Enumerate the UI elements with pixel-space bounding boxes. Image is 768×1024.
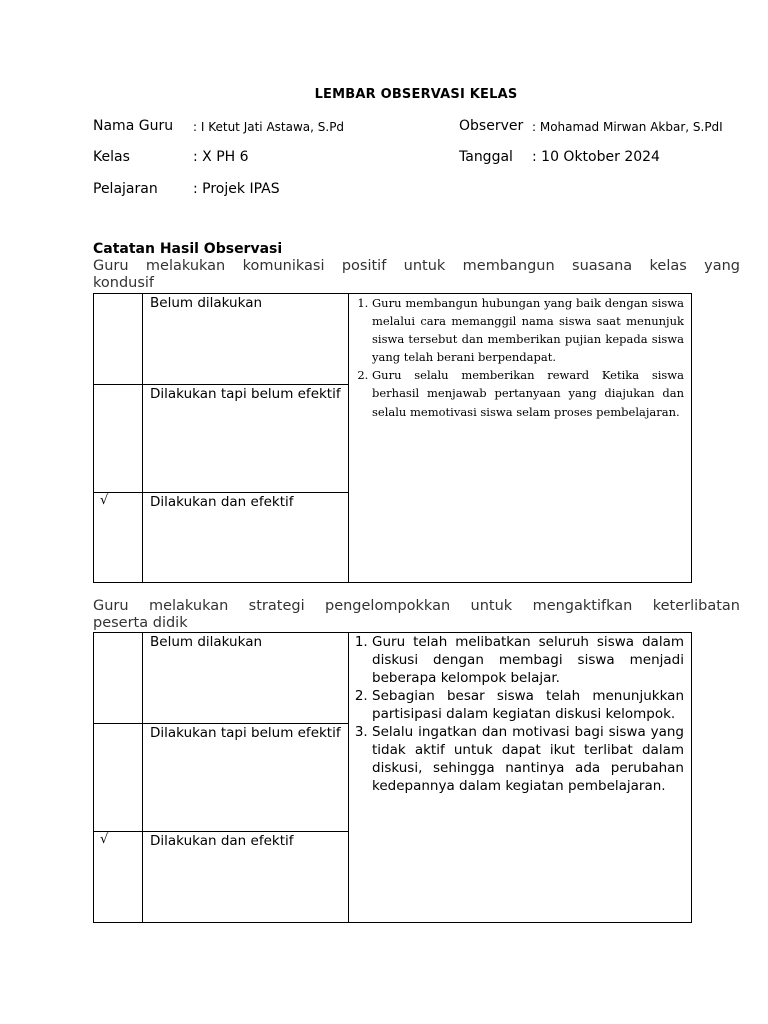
option-label: Dilakukan tapi belum efektif — [143, 724, 349, 832]
note-item: 3. Selalu ingatkan dan motivasi bagi siswa yang tidak aktif untuk dapat ikut terlibat dalam diskusi, sehingga nantinya ada perubahan kedepannya dalam kegiatan pembelajaran. — [372, 723, 684, 795]
option-label: Belum dilakukan — [143, 633, 349, 724]
option-label: Dilakukan dan efektif — [143, 832, 349, 923]
note-item: 1. Guru telah melibatkan seluruh siswa dalam diskusi dengan membagi siswa menjadi beberapa kelompok belajar. — [372, 633, 684, 687]
note-item: 1. Guru membangun hubungan yang baik dengan siswa melalui cara memanggil nama siswa saat menunjuk siswa tersebut dan memberikan pujian kepada siswa yang telah berani berpendapat. — [372, 294, 684, 366]
observer-label: Observer — [459, 118, 524, 134]
notes-cell — [349, 633, 692, 923]
criterion-1-text-line2: kondusif — [93, 275, 155, 291]
option-label: Dilakukan dan efektif — [143, 493, 349, 583]
pelajaran-label: Pelajaran — [93, 181, 158, 197]
guru-value: : I Ketut Jati Astawa, S.Pd — [193, 120, 345, 134]
pelajaran-value: : Projek IPAS — [193, 181, 280, 197]
kelas-label: Kelas — [93, 149, 130, 165]
guru-label: Nama Guru — [93, 118, 174, 134]
kelas-value: : X PH 6 — [193, 149, 249, 165]
check-cell — [94, 294, 143, 385]
criterion-1-text-line1: Guru melakukan komunikasi positif untuk membangun suasana kelas yang — [93, 258, 740, 274]
check-cell — [94, 633, 143, 724]
observation-table-2 — [93, 632, 692, 923]
notes-list — [349, 294, 691, 421]
check-cell — [94, 724, 143, 832]
observer-value: : Mohamad Mirwan Akbar, S.PdI — [532, 120, 723, 134]
option-label: Dilakukan tapi belum efektif — [143, 385, 349, 493]
note-item: 2. Sebagian besar siswa telah menunjukkan partisipasi dalam kegiatan diskusi kelompok. — [372, 687, 684, 723]
document-title: LEMBAR OBSERVASI KELAS — [314, 87, 518, 102]
check-mark: √ — [94, 832, 143, 923]
option-label: Belum dilakukan — [143, 294, 349, 385]
criterion-2-text-line2: peserta didik — [93, 615, 188, 631]
notes-cell — [349, 294, 692, 583]
observation-table-1 — [93, 293, 692, 583]
tanggal-label: Tanggal — [459, 149, 513, 165]
note-item: 2. Guru selalu memberikan reward Ketika siswa berhasil menjawab pertanyaan yang diajukan dan selalu memotivasi siswa selam proses pembelajaran. — [372, 366, 684, 420]
section-title: Catatan Hasil Observasi — [93, 241, 283, 257]
criterion-2-text-line1: Guru melakukan strategi pengelompokkan untuk mengaktifkan keterlibatan — [93, 598, 740, 614]
notes-list — [349, 633, 691, 795]
check-cell — [94, 385, 143, 493]
check-mark: √ — [94, 493, 143, 583]
tanggal-value: : 10 Oktober 2024 — [532, 149, 660, 165]
